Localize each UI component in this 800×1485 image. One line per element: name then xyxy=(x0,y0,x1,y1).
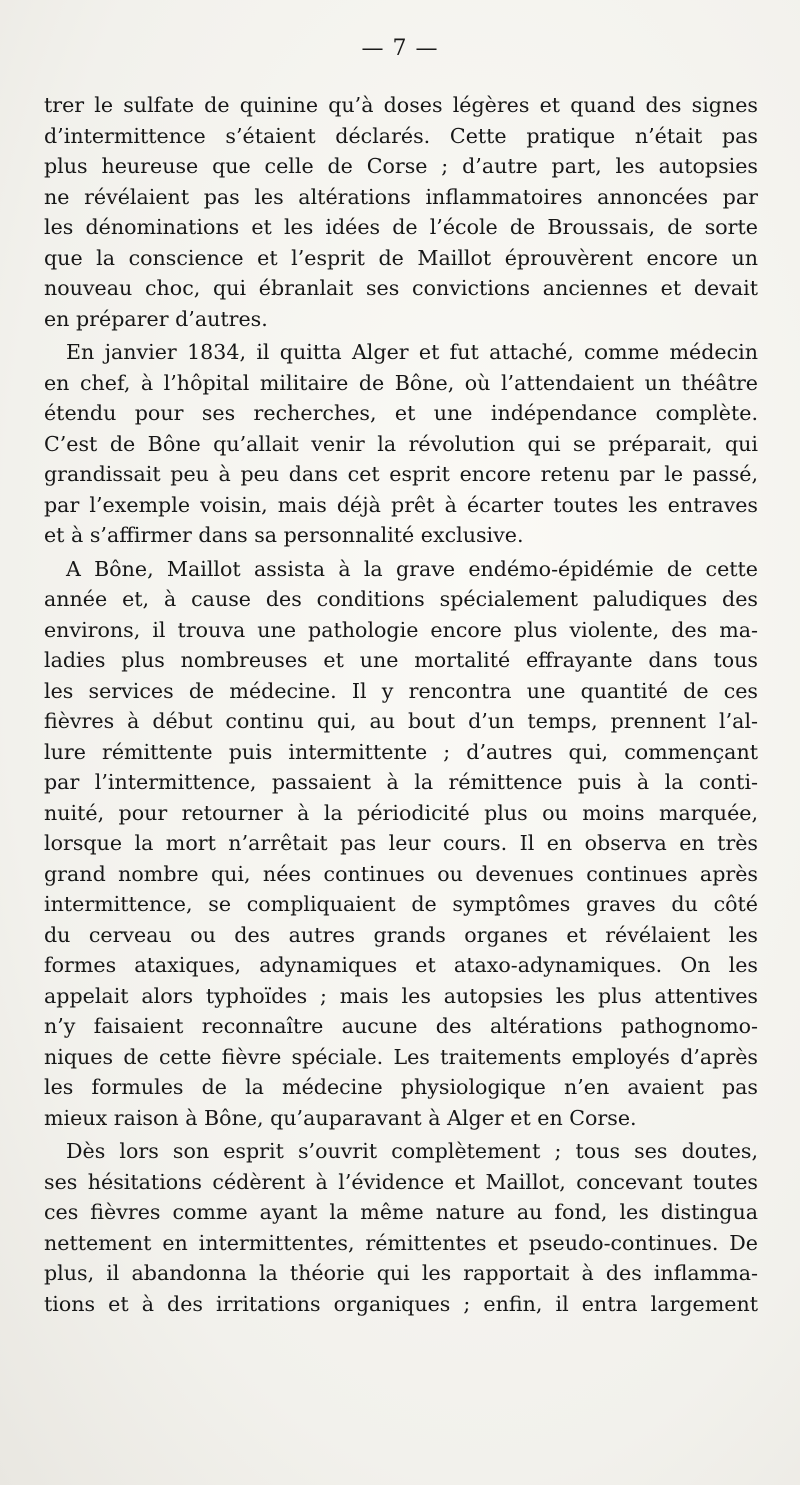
text-line: année et, à cause des conditions spécialement paludiques des xyxy=(44,587,758,611)
text-line: lure rémittente puis intermittente ; d’autres qui, commençant xyxy=(44,739,758,764)
text-line: plus, il abandonna la théorie qui les rapportait à des inflamma- xyxy=(44,1261,758,1285)
text-line: intermittence, se compliquaient de symptômes graves du côté xyxy=(44,892,758,916)
text-line: les services de médecine. Il y rencontra une quantité de ces xyxy=(44,678,758,703)
text-line: en chef, à l’hôpital militaire de Bône, où l’attendaient un théâtre xyxy=(44,370,758,395)
text-line: ladies plus nombreuses et une mortalité effrayante dans tous xyxy=(44,648,758,672)
text-line: grand nombre qui, nées continues ou devenues continues après xyxy=(44,861,758,886)
text-line: C’est de Bône qu’allait venir la révolution qui se préparait, qui xyxy=(44,431,758,456)
text-line: mieux raison à Bône, qu’auparavant à Alger et en Corse. xyxy=(44,1105,637,1130)
text-line: les formules de la médecine physiologique n’en avaient pas xyxy=(44,1075,758,1099)
text-line: niques de cette fièvre spéciale. Les traitements employés d’après xyxy=(44,1044,758,1069)
text-line: formes ataxiques, adynamiques et ataxo-adynamiques. On les xyxy=(44,953,758,977)
text-line: nouveau choc, qui ébranlait ses convictions anciennes et devait xyxy=(44,276,758,300)
text-line: tions et à des irritations organiques ; enfin, il entra largement xyxy=(44,1291,758,1316)
text-line: par l’intermittence, passaient à la rémittence puis à la conti- xyxy=(44,770,758,794)
text-line: trer le sulfate de quinine qu’à doses légères et quand des signes xyxy=(44,93,758,117)
body-text xyxy=(44,90,758,1319)
text-line: et à s’affirmer dans sa personnalité exclusive. xyxy=(44,523,524,547)
text-line: par l’exemple voisin, mais déjà prêt à écarter toutes les entraves xyxy=(44,492,758,517)
text-line: En janvier 1834, il quitta Alger et fut attaché, comme médecin xyxy=(66,340,758,364)
paragraph-2 xyxy=(44,337,758,551)
text-line: du cerveau ou des autres grands organes et révélaient les xyxy=(44,922,758,947)
text-line: A Bône, Maillot assista à la grave endémo-épidémie de cette xyxy=(66,556,758,581)
text-line: étendu pour ses recherches, et une indépendance complète. xyxy=(44,401,758,425)
text-line: Dès lors son esprit s’ouvrit complètement ; tous ses doutes, xyxy=(66,1139,758,1163)
text-line: nuité, pour retourner à la périodicité plus ou moins marquée, xyxy=(44,800,758,825)
text-line: n’y faisaient reconnaître aucune des altérations pathognomo- xyxy=(44,1014,758,1038)
text-line: d’intermittence s’étaient déclarés. Cette pratique n’était pas xyxy=(44,123,758,148)
text-line: nettement en intermittentes, rémittentes et pseudo-continues. De xyxy=(44,1230,758,1255)
paragraph-4 xyxy=(44,1136,758,1319)
text-line: les dénominations et les idées de l’école de Broussais, de sorte xyxy=(44,215,758,239)
text-line: ne révélaient pas les altérations inflammatoires annoncées par xyxy=(44,184,758,209)
paragraph-3 xyxy=(44,554,758,1134)
text-line: fièvres à début continu qui, au bout d’un temps, prennent l’al- xyxy=(44,709,758,733)
text-line: que la conscience et l’esprit de Maillot éprouvèrent encore un xyxy=(44,245,758,270)
text-line: appelait alors typhoïdes ; mais les autopsies les plus attentives xyxy=(44,983,758,1008)
text-line: ses hésitations cédèrent à l’évidence et Maillot, concevant toutes xyxy=(44,1169,758,1194)
text-line: plus heureuse que celle de Corse ; d’autre part, les autopsies xyxy=(44,154,758,178)
text-line: en préparer d’autres. xyxy=(44,306,268,331)
text-line: ces fièvres comme ayant la même nature au fond, les distingua xyxy=(44,1200,758,1224)
text-line: lorsque la mort n’arrêtait pas leur cours. Il en observa en très xyxy=(44,831,758,855)
page-number: — 7 — xyxy=(361,36,439,61)
paragraph-1 xyxy=(44,90,758,334)
text-line: environs, il trouva une pathologie encore plus violente, des ma- xyxy=(44,617,758,642)
text-line: grandissait peu à peu dans cet esprit encore retenu par le passé, xyxy=(44,462,758,486)
